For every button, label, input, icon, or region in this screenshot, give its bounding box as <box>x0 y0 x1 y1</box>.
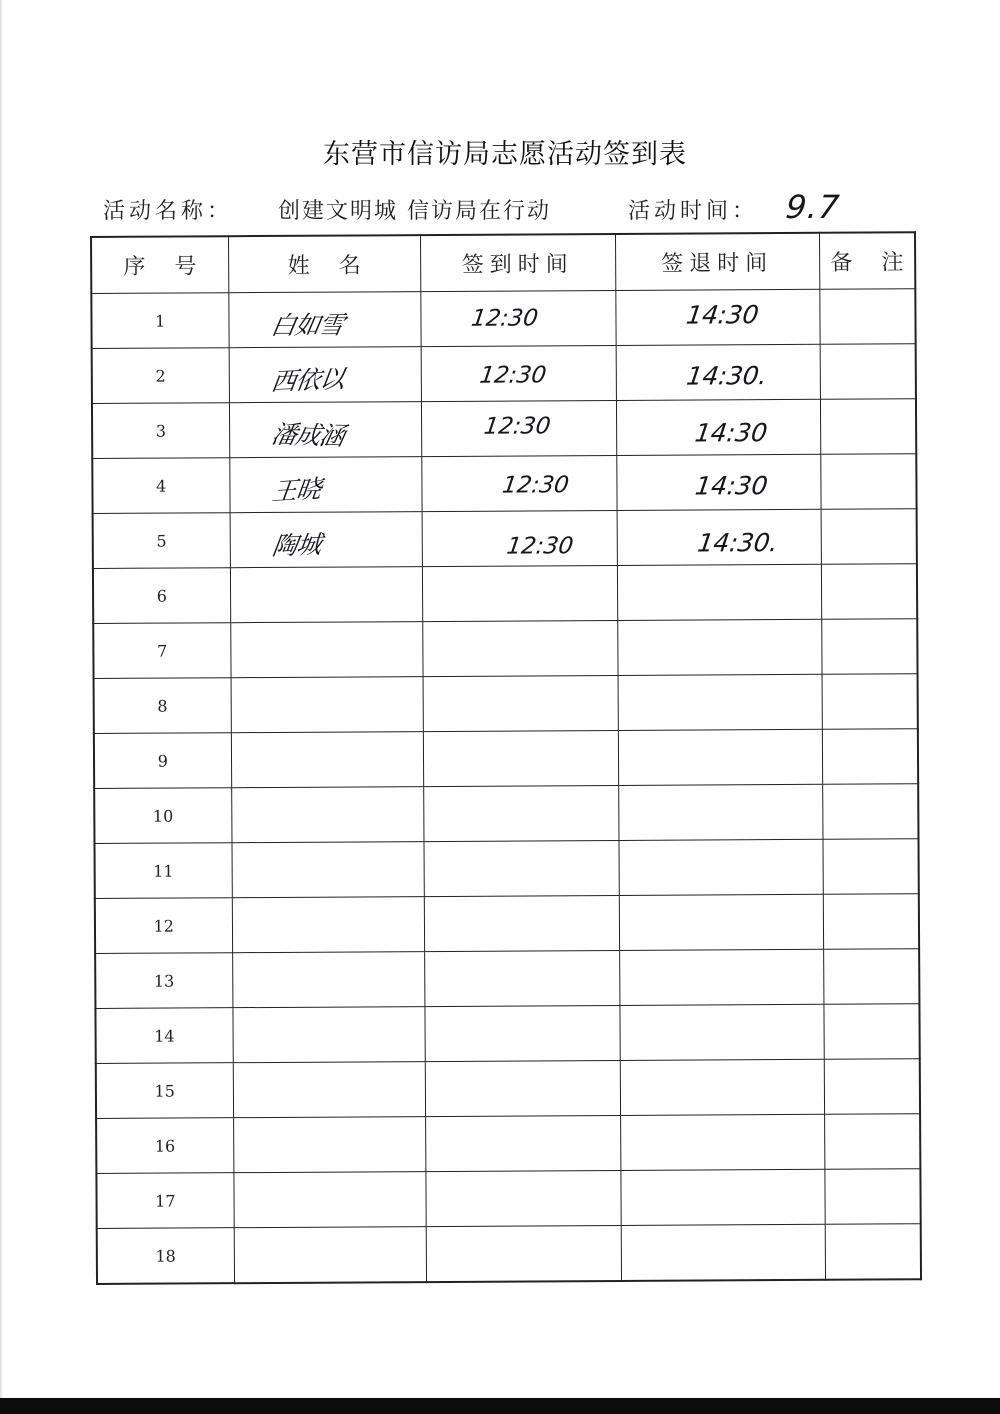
sign-in-cell <box>421 400 616 456</box>
sign-out-cell <box>616 344 820 400</box>
sign-in-cell <box>424 1005 619 1061</box>
handwritten-sign-out-time: 14:30. <box>695 528 780 558</box>
row-number-cell: 13 <box>95 953 232 1009</box>
note-cell <box>820 454 916 510</box>
sign-in-cell <box>425 1170 620 1226</box>
sign-out-cell <box>619 949 823 1005</box>
row-number-cell: 8 <box>94 678 231 734</box>
table-row <box>93 509 917 569</box>
header-sign-in-time: 签到时间 <box>420 234 615 292</box>
note-cell <box>825 1224 921 1280</box>
row-number-cell: 16 <box>96 1118 233 1174</box>
note-cell <box>821 564 917 620</box>
row-number-cell: 11 <box>94 843 231 899</box>
sign-in-cell <box>423 730 618 786</box>
handwritten-name: 白如雪 <box>268 310 346 340</box>
name-cell <box>231 677 423 733</box>
handwritten-name: 陶城 <box>269 529 323 561</box>
row-number-cell: 5 <box>93 513 230 569</box>
note-cell <box>820 399 916 455</box>
name-cell <box>230 512 422 568</box>
name-cell <box>228 292 420 348</box>
row-number-cell: 10 <box>94 788 231 844</box>
name-cell <box>229 457 421 513</box>
table-header-row <box>91 232 915 293</box>
sign-out-cell <box>620 1169 824 1225</box>
sign-in-cell <box>422 565 617 621</box>
note-cell <box>824 1114 920 1170</box>
sign-out-cell <box>621 1224 825 1281</box>
sign-in-cell <box>423 840 618 896</box>
row-number-cell: 14 <box>95 1008 232 1064</box>
sign-in-cell <box>426 1225 621 1282</box>
table-body <box>91 289 921 1284</box>
table-row <box>96 1169 920 1229</box>
sign-in-cell <box>423 675 618 731</box>
table-row <box>94 839 918 899</box>
handwritten-name: 王晓 <box>269 474 322 507</box>
activity-name-label: 活动名称： <box>103 199 234 224</box>
table-row <box>94 674 918 734</box>
name-cell <box>232 897 424 953</box>
sign-in-cell <box>425 1060 620 1116</box>
sign-in-cell <box>423 785 618 841</box>
name-cell <box>231 732 423 788</box>
table-row <box>92 399 916 459</box>
name-cell <box>231 787 423 843</box>
header-no: 序 号 <box>91 236 228 293</box>
sign-out-cell <box>615 289 819 345</box>
table-row <box>93 619 917 679</box>
table-row <box>92 344 916 404</box>
note-cell <box>820 344 916 400</box>
sign-out-cell <box>617 619 821 675</box>
name-cell <box>229 347 421 403</box>
sign-out-cell <box>619 1004 823 1060</box>
sign-out-cell <box>617 564 821 620</box>
handwritten-sign-out-time: 14:30. <box>684 361 769 391</box>
table-row <box>91 289 915 349</box>
note-cell <box>824 1059 920 1115</box>
name-cell <box>232 952 424 1008</box>
header-name: 姓 名 <box>228 235 420 293</box>
activity-time-label: 活动时间： <box>628 199 759 224</box>
row-number-cell: 4 <box>92 458 229 514</box>
name-cell <box>233 1117 425 1173</box>
handwritten-sign-in-time: 12:30 <box>469 305 540 332</box>
header-note: 备 注 <box>819 232 915 289</box>
name-cell <box>231 842 423 898</box>
table-row <box>97 1224 921 1284</box>
scan-bottom-edge <box>0 1398 1000 1414</box>
sign-out-cell <box>620 1114 824 1170</box>
table-row <box>95 894 919 954</box>
name-cell <box>233 1172 425 1228</box>
sign-in-cell <box>420 290 615 346</box>
sign-out-cell <box>618 839 822 895</box>
table-row <box>94 784 918 844</box>
table-row <box>95 1004 919 1064</box>
handwritten-sign-in-time: 12:30 <box>500 472 570 499</box>
note-cell <box>822 784 918 840</box>
note-cell <box>824 1169 920 1225</box>
table-row <box>92 454 916 514</box>
handwritten-sign-in-time: 12:30 <box>477 362 548 389</box>
handwritten-name: 西依以 <box>268 364 346 397</box>
note-cell <box>823 1004 919 1060</box>
table-row <box>95 949 919 1009</box>
handwritten-sign-out-time: 14:30 <box>692 471 769 501</box>
sign-in-cell <box>424 895 619 951</box>
name-cell <box>230 622 422 678</box>
sign-out-cell <box>616 399 820 455</box>
sign-out-cell <box>618 729 822 785</box>
activity-name-value: 创建文明城 信访局在行动 <box>278 199 551 224</box>
name-cell <box>229 402 421 458</box>
row-number-cell: 17 <box>96 1173 233 1229</box>
row-number-cell: 15 <box>96 1063 233 1119</box>
sign-out-cell <box>619 894 823 950</box>
sign-out-cell <box>618 674 822 730</box>
sign-out-cell <box>616 454 820 510</box>
handwritten-sign-in-time: 12:30 <box>481 413 552 440</box>
row-number-cell: 3 <box>92 403 229 459</box>
scan-edge <box>0 0 3 1414</box>
signin-table-wrapper <box>90 231 920 1276</box>
row-number-cell: 1 <box>91 293 228 349</box>
note-cell <box>822 839 918 895</box>
sign-in-cell <box>424 950 619 1006</box>
note-cell <box>822 674 918 730</box>
note-cell <box>822 729 918 785</box>
signin-table <box>90 231 922 1285</box>
row-number-cell: 12 <box>95 898 232 954</box>
table-row <box>94 729 918 789</box>
handwritten-name: 潘成涵 <box>268 419 347 451</box>
handwritten-sign-out-time: 14:30 <box>692 418 769 448</box>
row-number-cell: 6 <box>93 568 230 624</box>
handwritten-sign-out-time: 14:30 <box>684 300 760 330</box>
note-cell <box>821 509 917 565</box>
name-cell <box>234 1227 426 1284</box>
sign-in-cell <box>425 1115 620 1171</box>
handwritten-sign-in-time: 12:30 <box>504 533 575 560</box>
name-cell <box>230 567 422 623</box>
sign-in-cell <box>422 620 617 676</box>
table-row <box>96 1059 920 1119</box>
row-number-cell: 9 <box>94 733 231 789</box>
table-row <box>96 1114 920 1174</box>
sign-out-cell <box>620 1059 824 1115</box>
row-number-cell: 2 <box>92 348 229 404</box>
activity-time-value: 9.7 <box>784 188 842 226</box>
sign-out-cell <box>618 784 822 840</box>
header-sign-out-time: 签退时间 <box>615 233 819 291</box>
sign-in-cell <box>421 455 616 511</box>
sign-out-cell <box>617 509 821 565</box>
note-cell <box>821 619 917 675</box>
sign-in-cell <box>421 345 616 401</box>
name-cell <box>232 1007 424 1063</box>
note-cell <box>819 289 915 345</box>
sign-in-cell <box>422 510 617 566</box>
form-title: 东营市信访局志愿活动签到表 <box>323 139 687 170</box>
note-cell <box>823 894 919 950</box>
note-cell <box>823 949 919 1005</box>
row-number-cell: 7 <box>93 623 230 679</box>
table-row <box>93 564 917 624</box>
row-number-cell: 18 <box>97 1228 234 1284</box>
name-cell <box>233 1062 425 1118</box>
